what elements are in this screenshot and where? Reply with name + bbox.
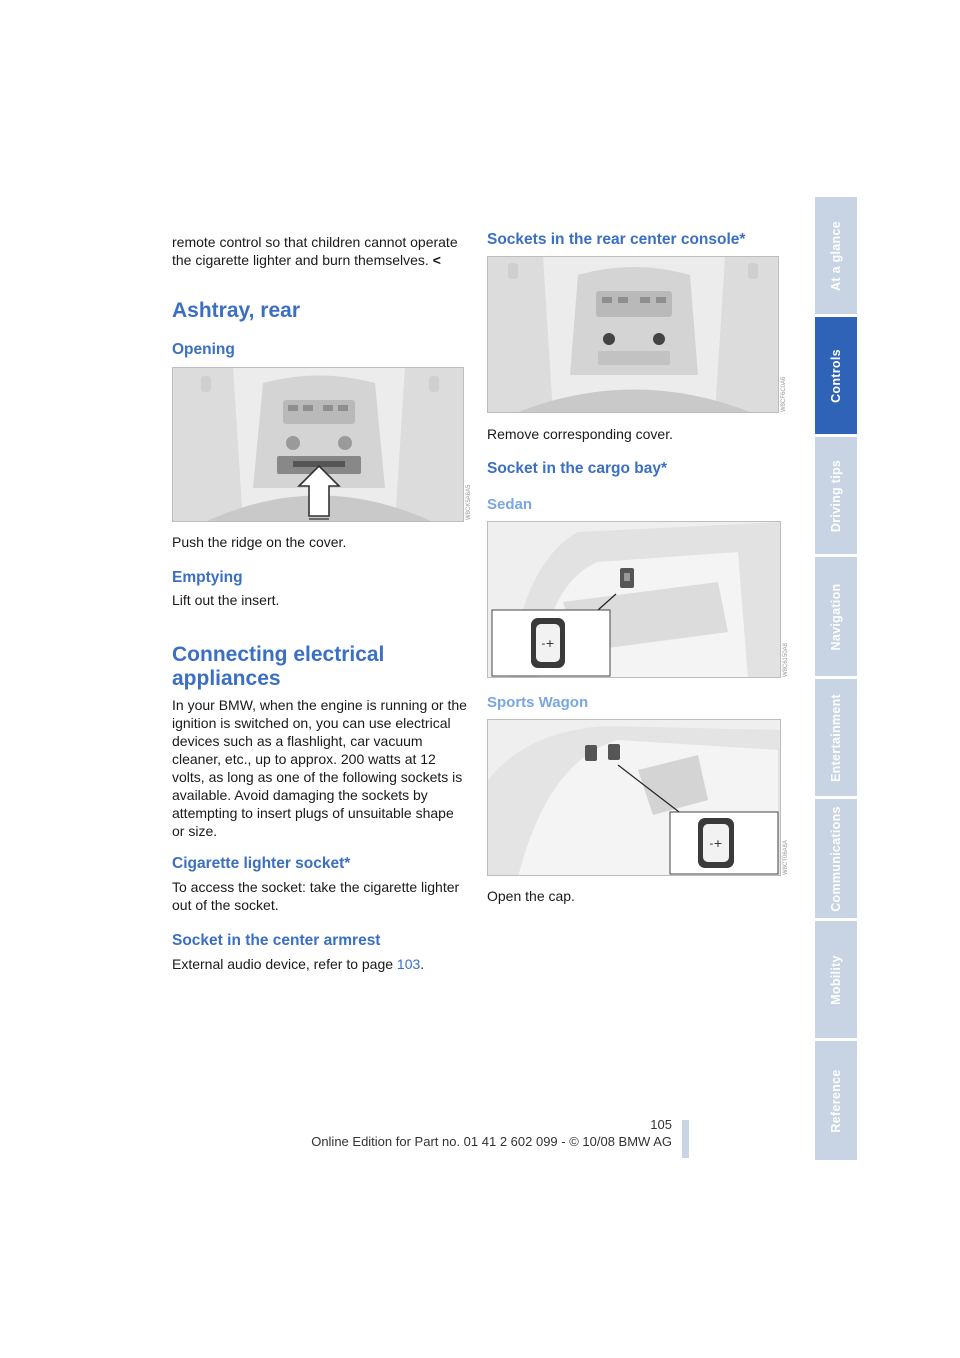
emptying-text: Lift out the insert. xyxy=(172,592,280,608)
svg-text:-+: -+ xyxy=(541,637,555,650)
sedan-figure-code: W8C6150A8 xyxy=(783,642,789,677)
rear-console-caption: Remove corresponding cover. xyxy=(487,426,673,442)
wagon-figure xyxy=(487,719,781,876)
connecting-text: In your BMW, when the engine is running or the ignition is switched on, you can use electrical devices such as a flashlight, car vacuum cleaner, etc., up to approx. 200 watts at 12 volts, as long as one of the following sockets is available. Avoid damaging the sockets by attempting to insert plugs of unsuitable shape or size. xyxy=(172,697,467,839)
armrest-text-end: . xyxy=(420,956,425,972)
page-number: 105 xyxy=(650,1117,672,1132)
opening-heading: Opening xyxy=(172,341,235,358)
rear-console-figure xyxy=(487,256,779,413)
ashtray-opening-figure xyxy=(172,367,464,522)
tab-controls[interactable]: Controls xyxy=(815,317,857,434)
armrest-text: External audio device, refer to page xyxy=(172,956,397,972)
armrest-heading: Socket in the center armrest xyxy=(172,932,381,949)
opening-figure-code: W8CK5A6A5 xyxy=(466,484,472,520)
wagon-heading: Sports Wagon xyxy=(487,694,589,711)
connecting-heading: Connecting electrical appliances xyxy=(172,643,385,690)
armrest-paragraph xyxy=(172,955,467,973)
ashtray-heading: Ashtray, rear xyxy=(172,299,301,322)
tab-at-a-glance[interactable]: At a glance xyxy=(815,197,857,314)
page-103-link[interactable]: 103 xyxy=(396,956,421,972)
tab-communications[interactable]: Communications xyxy=(815,799,857,918)
rear-console-heading: Sockets in the rear center console* xyxy=(487,231,746,248)
rear-console-figure-code: W8CF6C0A6 xyxy=(781,376,787,412)
tab-entertainment[interactable]: Entertainment xyxy=(815,679,857,796)
wagon-figure-code: W8CT06A8A xyxy=(783,839,789,875)
svg-text:-+: -+ xyxy=(709,837,723,850)
sedan-heading: Sedan xyxy=(487,496,533,513)
cargo-heading: Socket in the cargo bay* xyxy=(487,460,668,477)
footer-bar xyxy=(682,1120,689,1158)
end-mark: < xyxy=(432,252,441,268)
edition-text: Online Edition for Part no. 01 41 2 602 099 - © 10/08 BMW AG xyxy=(311,1134,672,1149)
intro-text: remote control so that children cannot operate the cigarette lighter and burn themselves. xyxy=(172,234,458,268)
intro-paragraph xyxy=(172,233,467,269)
tab-navigation[interactable]: Navigation xyxy=(815,557,857,676)
cigarette-heading: Cigarette lighter socket* xyxy=(172,855,351,872)
tab-mobility[interactable]: Mobility xyxy=(815,921,857,1038)
wagon-caption: Open the cap. xyxy=(487,888,575,904)
tab-driving-tips[interactable]: Driving tips xyxy=(815,437,857,554)
emptying-heading: Emptying xyxy=(172,569,243,586)
opening-caption: Push the ridge on the cover. xyxy=(172,534,347,550)
tab-reference[interactable]: Reference xyxy=(815,1041,857,1160)
cigarette-text: To access the socket: take the cigarette lighter out of the socket. xyxy=(172,879,460,913)
sedan-figure xyxy=(487,521,781,678)
